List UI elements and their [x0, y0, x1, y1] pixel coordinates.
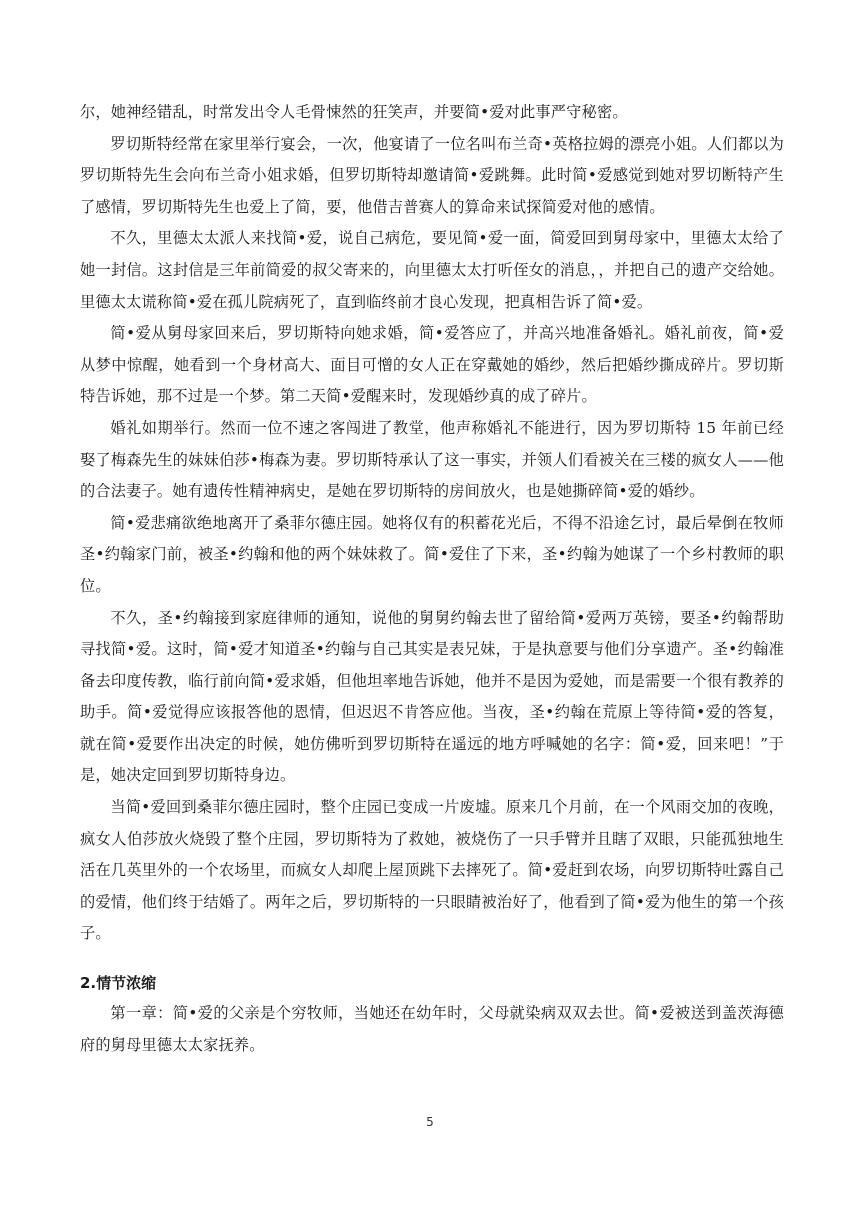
paragraph: 婚礼如期举行。然而一位不速之客闯进了教堂，他声称婚礼不能进行，因为罗切斯特 15 年前已经娶了梅森先生的妹妹伯莎•梅森为妻。罗切斯特承认了这一事实，并领人们看被关在三楼的疯女人——他的合法妻子。她有遗传性精神病史，是她在罗切斯特的房间放火，也是她撕碎简•爱的婚纱。: [80, 418, 784, 501]
paragraph: 不久，圣•约翰接到家庭律师的通知，说他的舅舅约翰去世了留给简•爱两万英镑，要圣•约翰帮助寻找简•爱。这时，简•爱才知道圣•约翰与自己其实是表兄妹，于是执意要与他们分享遗产。圣•约翰准备去印度传教，临行前向简•爱求婚，但他坦率地告诉她，他并不是因为爱她，而是需要一个很有教养的助手。简•爱觉得应该报答他的恩情，但迟迟不肯答应他。当夜，圣•约翰在荒原上等待简•爱的答复，就在简•爱要作出决定的时候，她仿佛听到罗切斯特在遥远的地方呼喊她的名字：简•爱，回来吧！”于是，她决定回到罗切斯特身边。: [80, 608, 784, 785]
paragraph-continued: 尔，她神经错乱，时常发出令人毛骨悚然的狂笑声，并要简•爱对此事严守秘密。: [80, 103, 628, 121]
paragraph: 当简•爱回到桑菲尔德庄园时，整个庄园已变成一片废墟。原来几个月前，在一个风雨交加的夜晚，疯女人伯莎放火烧毁了整个庄园，罗切斯特为了救她，被烧伤了一只手臂并且瞎了双眼，只能孤独地生活在几英里外的一个农场里，而疯女人却爬上屋顶跳下去摔死了。简•爱赶到农场，向罗切斯特吐露自己的爱情，他们终于结婚了。两年之后，罗切斯特的一只眼睛被治好了，他看到了简•爱为他生的第一个孩子。: [80, 798, 784, 943]
paragraph: 简•爱从舅母家回来后，罗切斯特向她求婚，简•爱答应了，并高兴地准备婚礼。婚礼前夜，简•爱从梦中惊醒，她看到一个身材高大、面目可憎的女人正在穿戴她的婚纱，然后把婚纱撕成碎片。罗切斯特告诉她，那不过是一个梦。第二天简•爱醒来时，发现婚纱真的成了碎片。: [80, 324, 784, 406]
paragraph: 罗切斯特经常在家里举行宴会，一次，他宴请了一位名叫布兰奇•英格拉姆的漂亮小姐。人们都以为罗切斯特先生会向布兰奇小姐求婚，但罗切斯特却邀请简•爱跳舞。此时简•爱感觉到她对罗切断特产生了感情，罗切斯特先生也爱上了简，要，他借吉普赛人的算命来试探简爱对他的感情。: [80, 134, 784, 216]
page-number: 5: [426, 1115, 434, 1129]
document-body: [80, 97, 784, 1061]
section-spacer: [80, 950, 784, 968]
paragraph: 不久，里德太太派人来找简•爱，说自己病危，要见简•爱一面，简爱回到舅母家中，里德太太给了她一封信。这封信是三年前简爱的叔父寄来的，向里德太太打听侄女的消息，，并把自己的遗产交给她。里德太太谎称简•爱在孤儿院病死了，直到临终前才良心发现，把真相告诉了简•爱。: [80, 229, 784, 311]
paragraph: 简•爱悲痛欲绝地离开了桑菲尔德庄园。她将仅有的积蓄花光后，不得不沿途乞讨，最后晕倒在牧师圣•约翰家门前，被圣•约翰和他的两个妹妹救了。简•爱住了下来，圣•约翰为她谋了一个乡村教师的职位。: [80, 513, 784, 595]
section-heading: 2.情节浓缩: [80, 974, 157, 993]
section-paragraph: 第一章：简•爱的父亲是个穷牧师，当她还在幼年时，父母就染病双双去世。简•爱被送到盖茨海德府的舅母里德太太家抚养。: [80, 1004, 784, 1054]
